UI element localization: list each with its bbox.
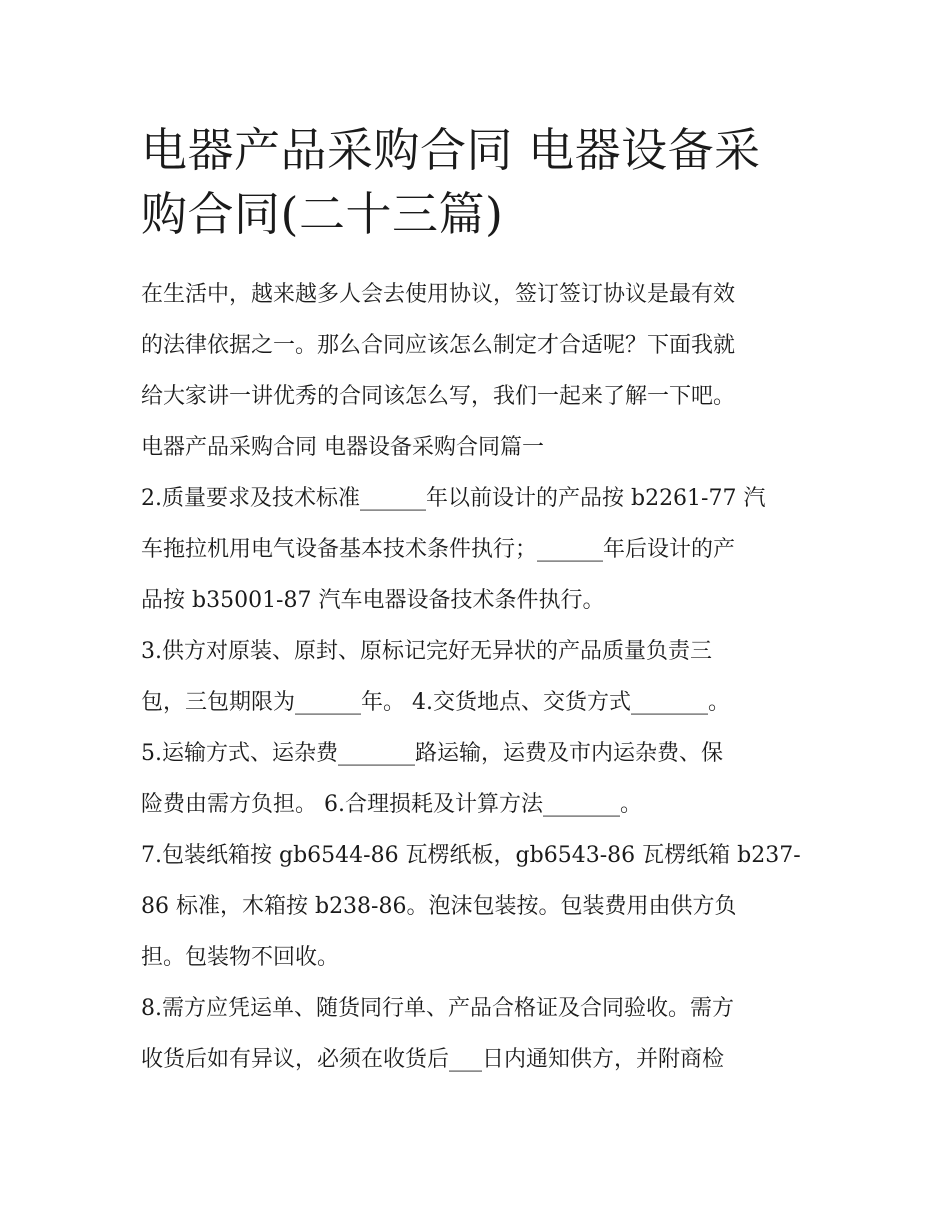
body-line: 7.包装纸箱按 gb6544-86 瓦楞纸板，gb6543-86 瓦楞纸箱 b237-: [141, 843, 801, 868]
body-line: 8.需方应凭运单、随货同行单、产品合格证及合同验收。需方: [141, 996, 734, 1021]
body-line: 3.供方对原装、原封、原标记完好无异状的产品质量负责三: [141, 639, 712, 664]
body-line: 86 标准，木箱按 b238-86。泡沫包装按。包装费用由供方负: [141, 894, 737, 919]
body-line: 品按 b35001-87 汽车电器设备技术条件执行。: [141, 588, 605, 613]
body-line: 的法律依据之一。那么合同应该怎么制定才合适呢？下面我就: [141, 333, 736, 358]
body-line: 险费由需方负担。 6.合理损耗及计算方法_______。: [141, 792, 642, 817]
body-line: 包，三包期限为______年。 4.交货地点、交货方式_______。: [141, 690, 730, 715]
body-line: 给大家讲一讲优秀的合同该怎么写，我们一起来了解一下吧。: [141, 384, 736, 409]
body-line: 5.运输方式、运杂费_______路运输，运费及市内运杂费、保: [141, 741, 723, 766]
body-line: 2.质量要求及技术标准______年以前设计的产品按 b2261-77 汽: [141, 486, 766, 511]
body-line: 收货后如有异议，必须在收货后___日内通知供方，并附商检: [141, 1047, 725, 1072]
title-line-2: 购合同(二十三篇): [141, 187, 504, 241]
document-body: [141, 269, 813, 1085]
body-line: 车拖拉机用电气设备基本技术条件执行；______年后设计的产: [141, 537, 736, 562]
section-heading: 电器产品采购合同 电器设备采购合同篇一: [141, 435, 544, 460]
body-line: 担。包装物不回收。: [141, 945, 340, 970]
document-title: [141, 118, 813, 246]
title-line-1: 电器产品采购合同 电器设备采: [141, 123, 761, 177]
body-line: 在生活中，越来越多人会去使用协议，签订签订协议是最有效: [141, 282, 736, 307]
document-page: [141, 118, 813, 1085]
